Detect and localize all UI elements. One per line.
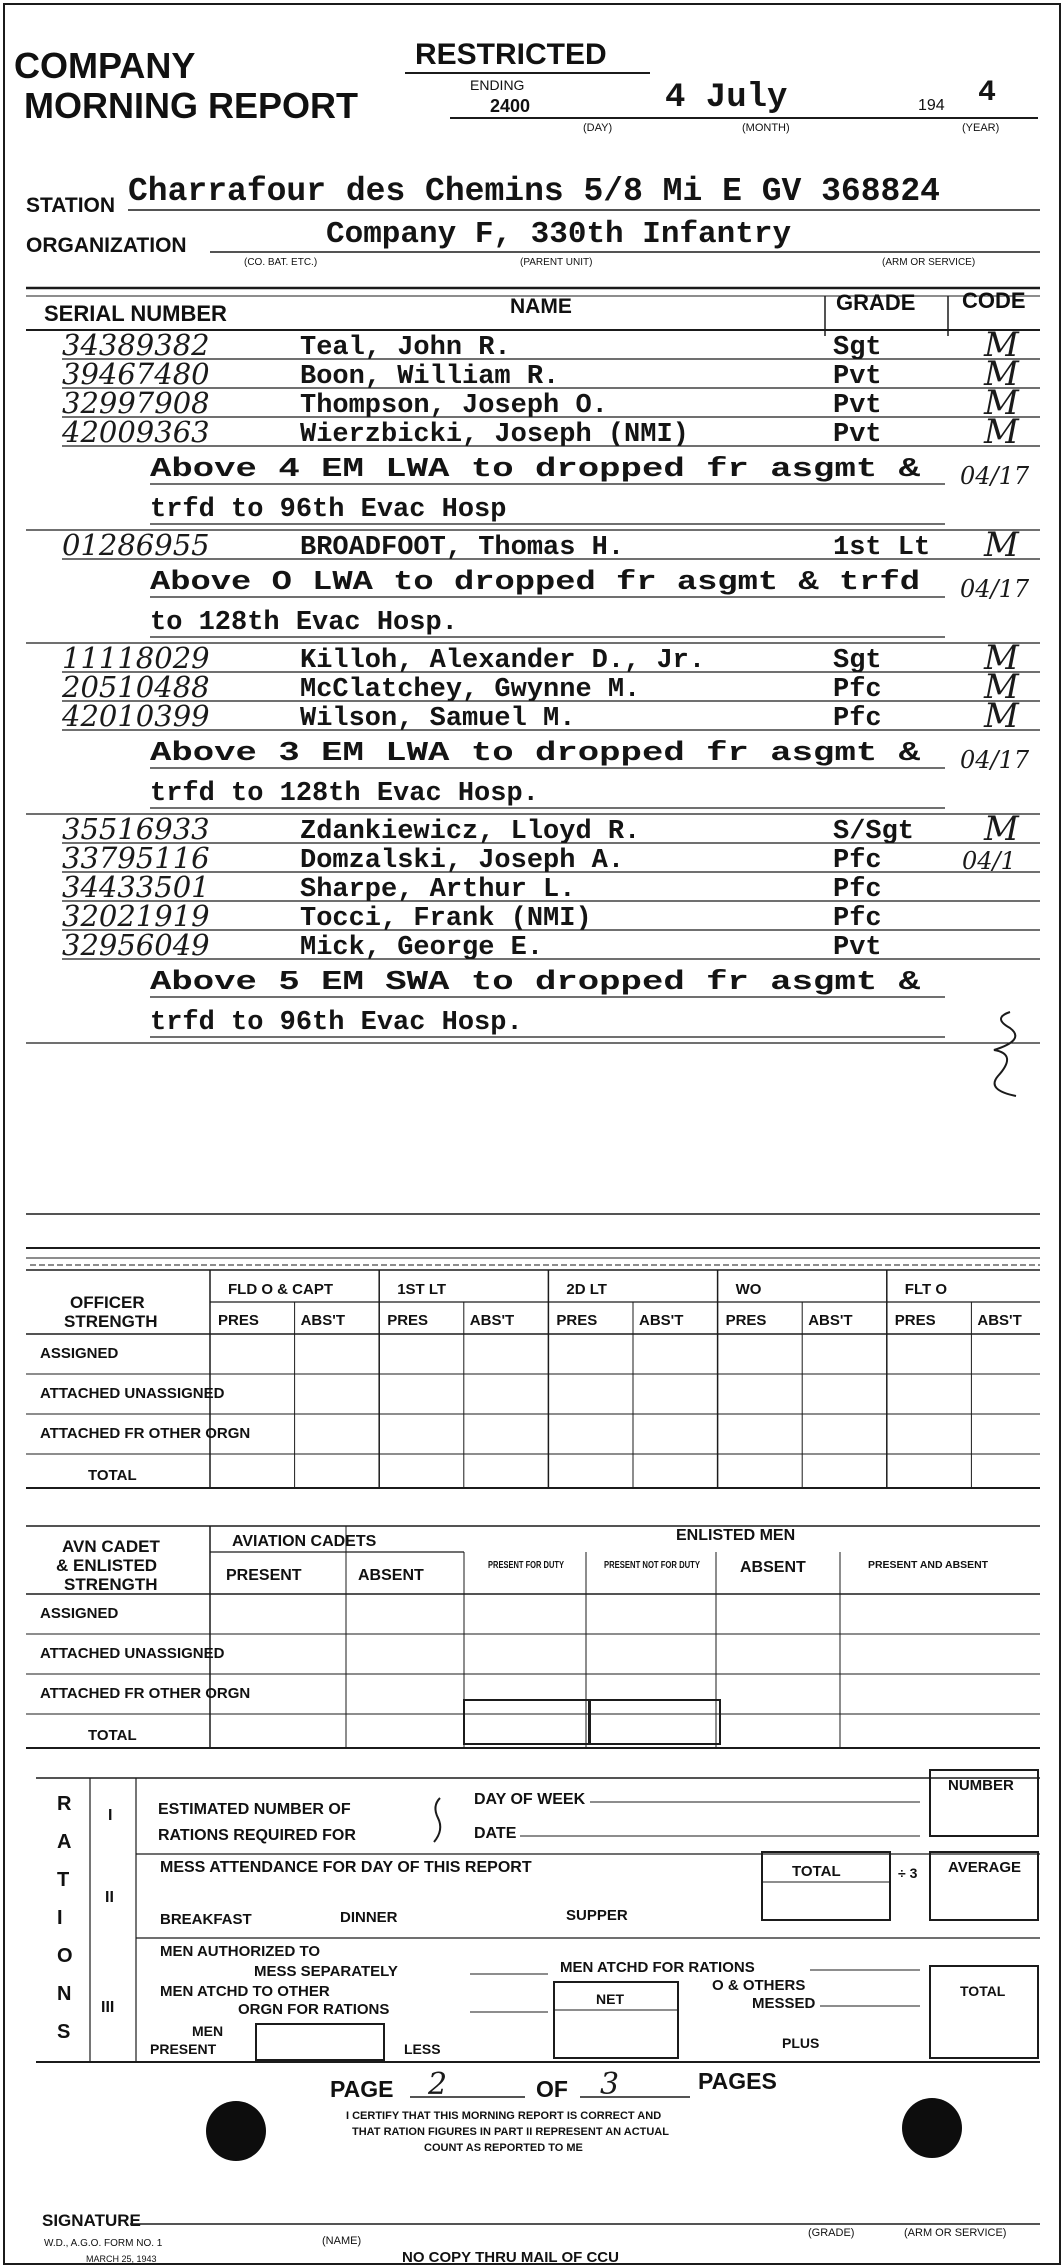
certify-line-1: I CERTIFY THAT THIS MORNING REPORT IS CORRECT AND <box>346 2110 662 2122</box>
code-mark: M <box>984 354 1019 394</box>
name-caption: (NAME) <box>322 2235 362 2247</box>
station-value: Charrafour des Chemins 5/8 Mi E GV 368824 <box>128 173 940 210</box>
serial-number: 42010399 <box>62 699 210 733</box>
strength-row-label: ATTACHED FR OTHER ORGN <box>40 1685 251 1702</box>
ending-label: ENDING <box>470 77 525 93</box>
soldier-grade: Pfc <box>833 846 882 876</box>
rations-side-letter: I <box>57 1907 63 1929</box>
breakfast-label: BREAKFAST <box>160 1911 252 1928</box>
caption-month: (MONTH) <box>742 122 790 134</box>
remark-line: Above 5 EM SWA to dropped fr asgmt & <box>150 968 922 998</box>
col-code: CODE <box>962 288 1026 313</box>
pres-header: PRES <box>556 1312 598 1329</box>
serial-number: 35516933 <box>62 812 210 846</box>
strength-row-label: TOTAL <box>88 1467 137 1484</box>
rations-total-label: TOTAL <box>960 1983 1006 1999</box>
less-label: LESS <box>404 2041 441 2057</box>
page-number: 2 <box>428 2067 448 2102</box>
soldier-grade: Sgt <box>833 333 882 363</box>
station-label: STATION <box>26 194 116 217</box>
soldier-grade: Pfc <box>833 875 882 905</box>
divide-by-three: ÷ 3 <box>898 1865 918 1881</box>
men-atchd-for-rations-label: MEN ATCHD FOR RATIONS <box>560 1959 755 1976</box>
form-title: COMPANY <box>14 45 196 86</box>
caption-year: (YEAR) <box>962 122 1000 134</box>
remark-line: trfd to 96th Evac Hosp <box>150 495 507 525</box>
year-digit: 4 <box>978 76 997 110</box>
em-present-not-duty: PRESENT NOT FOR DUTY <box>604 1560 701 1571</box>
strength-row-label: ATTACHED UNASSIGNED <box>40 1645 225 1662</box>
rations-side-letter: N <box>57 1983 72 2005</box>
cadets-heading: AVIATION CADETS <box>232 1533 377 1550</box>
serial-number: 11118029 <box>62 641 210 675</box>
code-mark: M <box>984 667 1019 707</box>
page-total: 3 <box>600 2067 620 2102</box>
pres-header: PRES <box>894 1312 936 1329</box>
organization-field <box>26 217 1040 268</box>
estimated-number-label: ESTIMATED NUMBER OF <box>158 1801 351 1818</box>
brace-mark <box>434 1798 440 1842</box>
code-mark: M <box>984 696 1019 736</box>
dinner-label: DINNER <box>340 1909 398 1926</box>
orgn-for-rations-label: ORGN FOR RATIONS <box>238 2001 390 2018</box>
em-present-and-absent: PRESENT AND ABSENT <box>868 1560 988 1571</box>
serial-number: 32997908 <box>62 386 210 420</box>
officer-strength-heading: OFFICER STRENGTH <box>64 1293 158 1331</box>
classification-stamp: RESTRICTED <box>415 38 607 71</box>
em-absent: ABSENT <box>740 1559 806 1576</box>
serial-number: 33795116 <box>62 841 210 875</box>
pres-header: PRES <box>218 1312 259 1329</box>
soldier-name: Mick, George E. <box>300 933 544 963</box>
day-of-week-label: DAY OF WEEK <box>474 1791 586 1808</box>
soldier-name: Thompson, Joseph O. <box>300 391 608 421</box>
officer-grade-group: FLD O & CAPT <box>228 1281 333 1298</box>
code-mark: 04/17 <box>960 575 1030 603</box>
code-mark: M <box>984 383 1019 423</box>
organization-value: Company F, 330th Infantry <box>326 217 792 252</box>
strength-row-label: ATTACHED UNASSIGNED <box>40 1385 225 1402</box>
serial-number: 34433501 <box>62 870 210 904</box>
men-label: MEN <box>192 2023 224 2039</box>
caption-arm-service: (ARM OR SERVICE) <box>882 257 976 268</box>
of-label: OF <box>536 2076 568 2102</box>
code-mark: 04/17 <box>960 462 1030 490</box>
code-mark: M <box>984 412 1019 452</box>
strength-row-label: TOTAL <box>88 1727 137 1744</box>
soldier-grade: Pfc <box>833 704 882 734</box>
strength-row-label: ASSIGNED <box>40 1345 119 1362</box>
grade-caption: (GRADE) <box>808 2227 855 2239</box>
strength-row-label: ASSIGNED <box>40 1605 119 1622</box>
remark-line: Above 3 EM LWA to dropped fr asgmt & <box>150 739 922 769</box>
serial-number: 01286955 <box>62 528 210 562</box>
pres-header: PRES <box>725 1312 767 1329</box>
section-iii: III <box>101 1999 115 2016</box>
rations-side-letter: A <box>57 1831 72 1853</box>
abst-header: ABS'T <box>639 1312 684 1329</box>
rations-side-letter: R <box>57 1793 72 1815</box>
form-date: MARCH 25, 1943 <box>86 2254 157 2264</box>
rations-section <box>36 1770 1040 2062</box>
serial-number: 32021919 <box>62 899 210 933</box>
arm-caption: (ARM OR SERVICE) <box>904 2227 1007 2239</box>
code-mark: M <box>984 325 1019 365</box>
soldier-name: Boon, William R. <box>300 362 560 392</box>
soldier-grade: Pfc <box>833 675 882 705</box>
year-prefix: 194 <box>918 97 945 114</box>
bottom-stamp: NO COPY THRU MAIL OF CCU <box>402 2249 619 2266</box>
enlisted-strength-table <box>26 1526 1040 1748</box>
soldier-grade: Pvt <box>833 420 882 450</box>
soldier-grade: Pfc <box>833 904 882 934</box>
serial-number: 34389382 <box>62 328 210 362</box>
plus-label: PLUS <box>782 2035 820 2051</box>
abst-header: ABS'T <box>300 1312 346 1329</box>
code-mark: 04/1 <box>962 847 1016 875</box>
rations-required-label: RATIONS REQUIRED FOR <box>158 1827 356 1844</box>
cadets-absent: ABSENT <box>358 1567 424 1584</box>
soldier-grade: Pvt <box>833 362 882 392</box>
col-grade: GRADE <box>836 290 916 315</box>
form-title-2: MORNING REPORT <box>24 85 359 126</box>
roster-table <box>26 288 1040 1214</box>
soldier-name: BROADFOOT, Thomas H. <box>300 533 625 563</box>
cadets-present: PRESENT <box>226 1567 302 1584</box>
form-number: W.D., A.G.O. FORM NO. 1 <box>44 2238 163 2249</box>
signature-label: SIGNATURE <box>42 2211 141 2230</box>
number-label: NUMBER <box>948 1777 1014 1794</box>
pages-label: PAGES <box>698 2068 777 2094</box>
section-i: I <box>108 1807 113 1824</box>
report-day-month: 4 July <box>665 79 788 117</box>
supper-label: SUPPER <box>566 1907 628 1924</box>
certify-line-3: COUNT AS REPORTED TO ME <box>424 2142 583 2154</box>
men-authorized-label: MEN AUTHORIZED TO <box>160 1943 320 1960</box>
soldier-grade: Pvt <box>833 391 882 421</box>
rations-side-letter: T <box>57 1869 70 1891</box>
serial-number: 32956049 <box>62 928 210 962</box>
o-and-others-label: O & OTHERS <box>712 1977 806 1994</box>
abst-header: ABS'T <box>469 1312 515 1329</box>
soldier-grade: Pvt <box>833 933 882 963</box>
remark-line: trfd to 96th Evac Hosp. <box>150 1008 523 1038</box>
remark-line: to 128th Evac Hosp. <box>150 608 458 638</box>
code-mark: 04/17 <box>960 746 1030 774</box>
present-label: PRESENT <box>150 2041 217 2057</box>
col-serial-number: SERIAL NUMBER <box>44 301 227 326</box>
serial-number: 39467480 <box>62 357 210 391</box>
net-label: NET <box>596 1991 624 2007</box>
bracket-mark <box>994 1012 1016 1096</box>
report-footer <box>42 2067 1040 2266</box>
soldier-name: Sharpe, Arthur L. <box>300 875 576 905</box>
officer-grade-group: 2D LT <box>566 1281 607 1298</box>
serial-number: 42009363 <box>62 415 210 449</box>
code-mark: M <box>984 525 1019 565</box>
messed-label: MESSED <box>752 1995 816 2012</box>
enlisted-heading: ENLISTED MEN <box>676 1527 796 1544</box>
soldier-name: Wierzbicki, Joseph (NMI) <box>300 420 689 450</box>
punch-hole-right <box>902 2098 962 2158</box>
enlisted-strength-heading: AVN CADET & ENLISTED STRENGTH <box>56 1537 160 1594</box>
attendance-total-label: TOTAL <box>792 1863 841 1880</box>
remark-line: Above 4 EM LWA to dropped fr asgmt & <box>150 455 922 485</box>
mess-separately-label: MESS SEPARATELY <box>254 1963 398 1980</box>
abst-header: ABS'T <box>977 1312 1022 1329</box>
soldier-grade: S/Sgt <box>833 817 915 847</box>
men-present-box <box>256 2024 384 2060</box>
code-mark: M <box>984 809 1019 849</box>
total-box <box>464 1700 589 1744</box>
soldier-grade: Sgt <box>833 646 882 676</box>
date-label: DATE <box>474 1825 517 1842</box>
page-label: PAGE <box>330 2076 394 2102</box>
report-header <box>14 38 1038 134</box>
soldier-name: Zdankiewicz, Lloyd R. <box>300 817 641 847</box>
caption-day: (DAY) <box>583 122 613 134</box>
rations-total-box <box>930 1966 1038 2058</box>
average-label: AVERAGE <box>948 1859 1022 1876</box>
officer-grade-group: WO <box>735 1281 762 1298</box>
soldier-name: Killoh, Alexander D., Jr. <box>300 646 706 676</box>
mess-attendance-label: MESS ATTENDANCE FOR DAY OF THIS REPORT <box>160 1859 532 1876</box>
station-field <box>26 173 1040 217</box>
em-present-duty: PRESENT FOR DUTY <box>488 1560 565 1571</box>
soldier-grade: 1st Lt <box>833 533 931 563</box>
col-name: NAME <box>510 295 572 318</box>
officer-strength-table <box>26 1248 1040 1488</box>
soldier-name: Teal, John R. <box>300 333 511 363</box>
men-atchd-other-label: MEN ATCHD TO OTHER <box>160 1983 330 2000</box>
punch-hole-left <box>206 2101 266 2161</box>
caption-parent-unit: (PARENT UNIT) <box>520 257 593 268</box>
organization-label: ORGANIZATION <box>26 234 187 257</box>
remark-line: trfd to 128th Evac Hosp. <box>150 779 539 809</box>
ending-time: 2400 <box>490 96 531 116</box>
serial-number: 20510488 <box>62 670 210 704</box>
remark-line: Above O LWA to dropped fr asgmt & trfd <box>150 568 920 598</box>
table-row <box>62 928 882 963</box>
rations-side-letter: O <box>57 1945 73 1967</box>
soldier-name: Wilson, Samuel M. <box>300 704 576 734</box>
officer-grade-group: FLT O <box>904 1281 948 1298</box>
pres-header: PRES <box>387 1312 429 1329</box>
certify-line-2: THAT RATION FIGURES IN PART II REPRESENT AN ACTUAL <box>352 2126 669 2138</box>
total-box <box>590 1700 720 1744</box>
soldier-name: Tocci, Frank (NMI) <box>300 904 592 934</box>
strength-row-label: ATTACHED FR OTHER ORGN <box>40 1425 251 1442</box>
caption-company: (CO. BAT. ETC.) <box>244 257 318 268</box>
section-ii: II <box>105 1889 114 1906</box>
soldier-name: McClatchey, Gwynne M. <box>300 675 641 705</box>
officer-grade-group: 1ST LT <box>397 1281 447 1298</box>
rations-side-letter: S <box>57 2021 71 2043</box>
soldier-name: Domzalski, Joseph A. <box>300 846 625 876</box>
code-mark: M <box>984 638 1019 678</box>
abst-header: ABS'T <box>808 1312 853 1329</box>
